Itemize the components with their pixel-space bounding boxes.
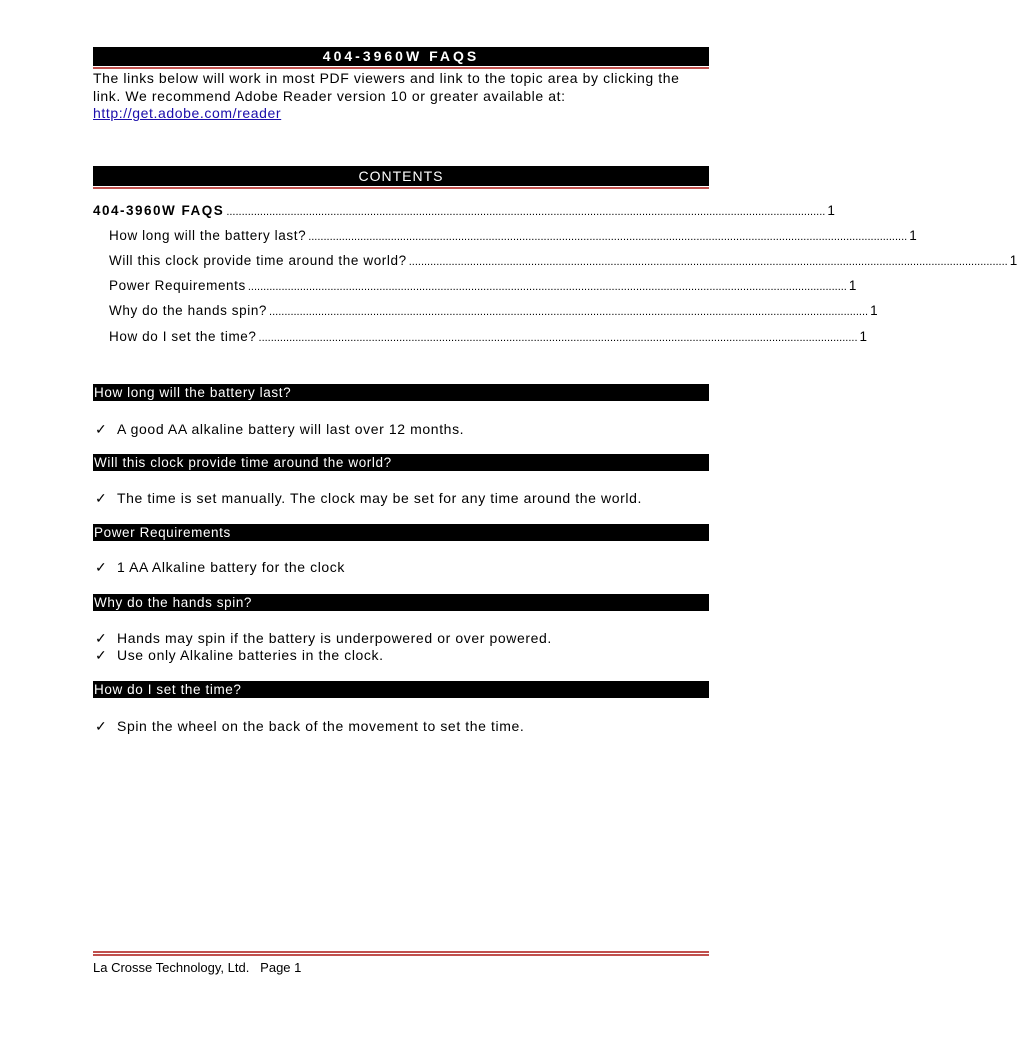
toc-page: 1	[859, 329, 868, 344]
toc-entry-faqs[interactable]	[93, 202, 836, 220]
intro-text: The links below will work in most PDF viewers and link to the topic area by clicking the link. We recommend Adobe Reader version 10 or greater available at:	[93, 70, 680, 104]
bullet-item	[95, 559, 345, 576]
section-heading-set-time: How do I set the time?	[93, 681, 709, 698]
toc-label: Power Requirements	[109, 278, 246, 293]
toc-leader: ....................................................................................................................................................................................................	[258, 332, 858, 344]
checkmark-icon: ✓	[95, 630, 108, 646]
bullet-text: Use only Alkaline batteries in the clock.	[117, 647, 384, 663]
bullet-text: The time is set manually. The clock may be set for any time around the world.	[117, 490, 643, 506]
contents-rule	[93, 187, 709, 189]
toc-leader: ....................................................................................................................................................................................................	[226, 206, 826, 218]
bullet-text: A good AA alkaline battery will last over 12 months.	[117, 421, 465, 437]
contents-heading: CONTENTS	[93, 166, 709, 186]
toc-page: 1	[870, 303, 879, 318]
toc-entry-battery[interactable]	[109, 227, 918, 245]
bullet-item	[95, 421, 464, 438]
document-title: 404-3960W FAQS	[93, 47, 709, 66]
bullet-text: Spin the wheel on the back of the movement to set the time.	[117, 718, 525, 734]
page-footer: La Crosse Technology, Ltd. Page 1	[93, 960, 302, 975]
bullet-item	[95, 490, 642, 507]
bullet-text: 1 AA Alkaline battery for the clock	[117, 559, 346, 575]
toc-label: Will this clock provide time around the world?	[109, 253, 407, 268]
toc-label: Why do the hands spin?	[109, 303, 268, 318]
footer-rule-bottom	[93, 954, 709, 956]
toc-page: 1	[848, 278, 857, 293]
toc-page: 1	[827, 203, 836, 218]
bullet-text: Hands may spin if the battery is underpowered or over powered.	[117, 630, 552, 646]
toc-entry-power[interactable]	[109, 277, 857, 295]
section-heading-hands-spin: Why do the hands spin?	[93, 594, 709, 611]
section-heading-battery: How long will the battery last?	[93, 384, 709, 401]
intro-paragraph	[93, 70, 709, 123]
toc-leader: ....................................................................................................................................................................................................	[269, 306, 869, 318]
toc-leader: ....................................................................................................................................................................................................	[247, 281, 847, 293]
footer-rule-top	[93, 951, 709, 953]
bullet-item	[95, 718, 524, 735]
checkmark-icon: ✓	[95, 647, 108, 663]
checkmark-icon: ✓	[95, 490, 108, 506]
toc-label: How do I set the time?	[109, 329, 257, 344]
bullet-item	[95, 630, 552, 647]
toc-entry-world-time[interactable]	[109, 252, 1018, 270]
title-rule	[93, 67, 709, 69]
checkmark-icon: ✓	[95, 559, 108, 575]
toc-leader: ....................................................................................................................................................................................................	[308, 231, 908, 243]
section-heading-world-time: Will this clock provide time around the world?	[93, 454, 709, 471]
toc-leader: ....................................................................................................................................................................................................	[408, 256, 1008, 268]
toc-label: How long will the battery last?	[109, 228, 307, 243]
toc-entry-hands-spin[interactable]	[109, 302, 879, 320]
checkmark-icon: ✓	[95, 421, 108, 437]
toc-page: 1	[1009, 253, 1018, 268]
bullet-item	[95, 647, 384, 664]
toc-entry-set-time[interactable]	[109, 328, 868, 346]
adobe-reader-link[interactable]: http://get.adobe.com/reader	[93, 105, 282, 121]
toc-page: 1	[909, 228, 918, 243]
section-heading-power: Power Requirements	[93, 524, 709, 541]
toc-label: 404-3960W FAQS	[93, 203, 225, 218]
checkmark-icon: ✓	[95, 718, 108, 734]
